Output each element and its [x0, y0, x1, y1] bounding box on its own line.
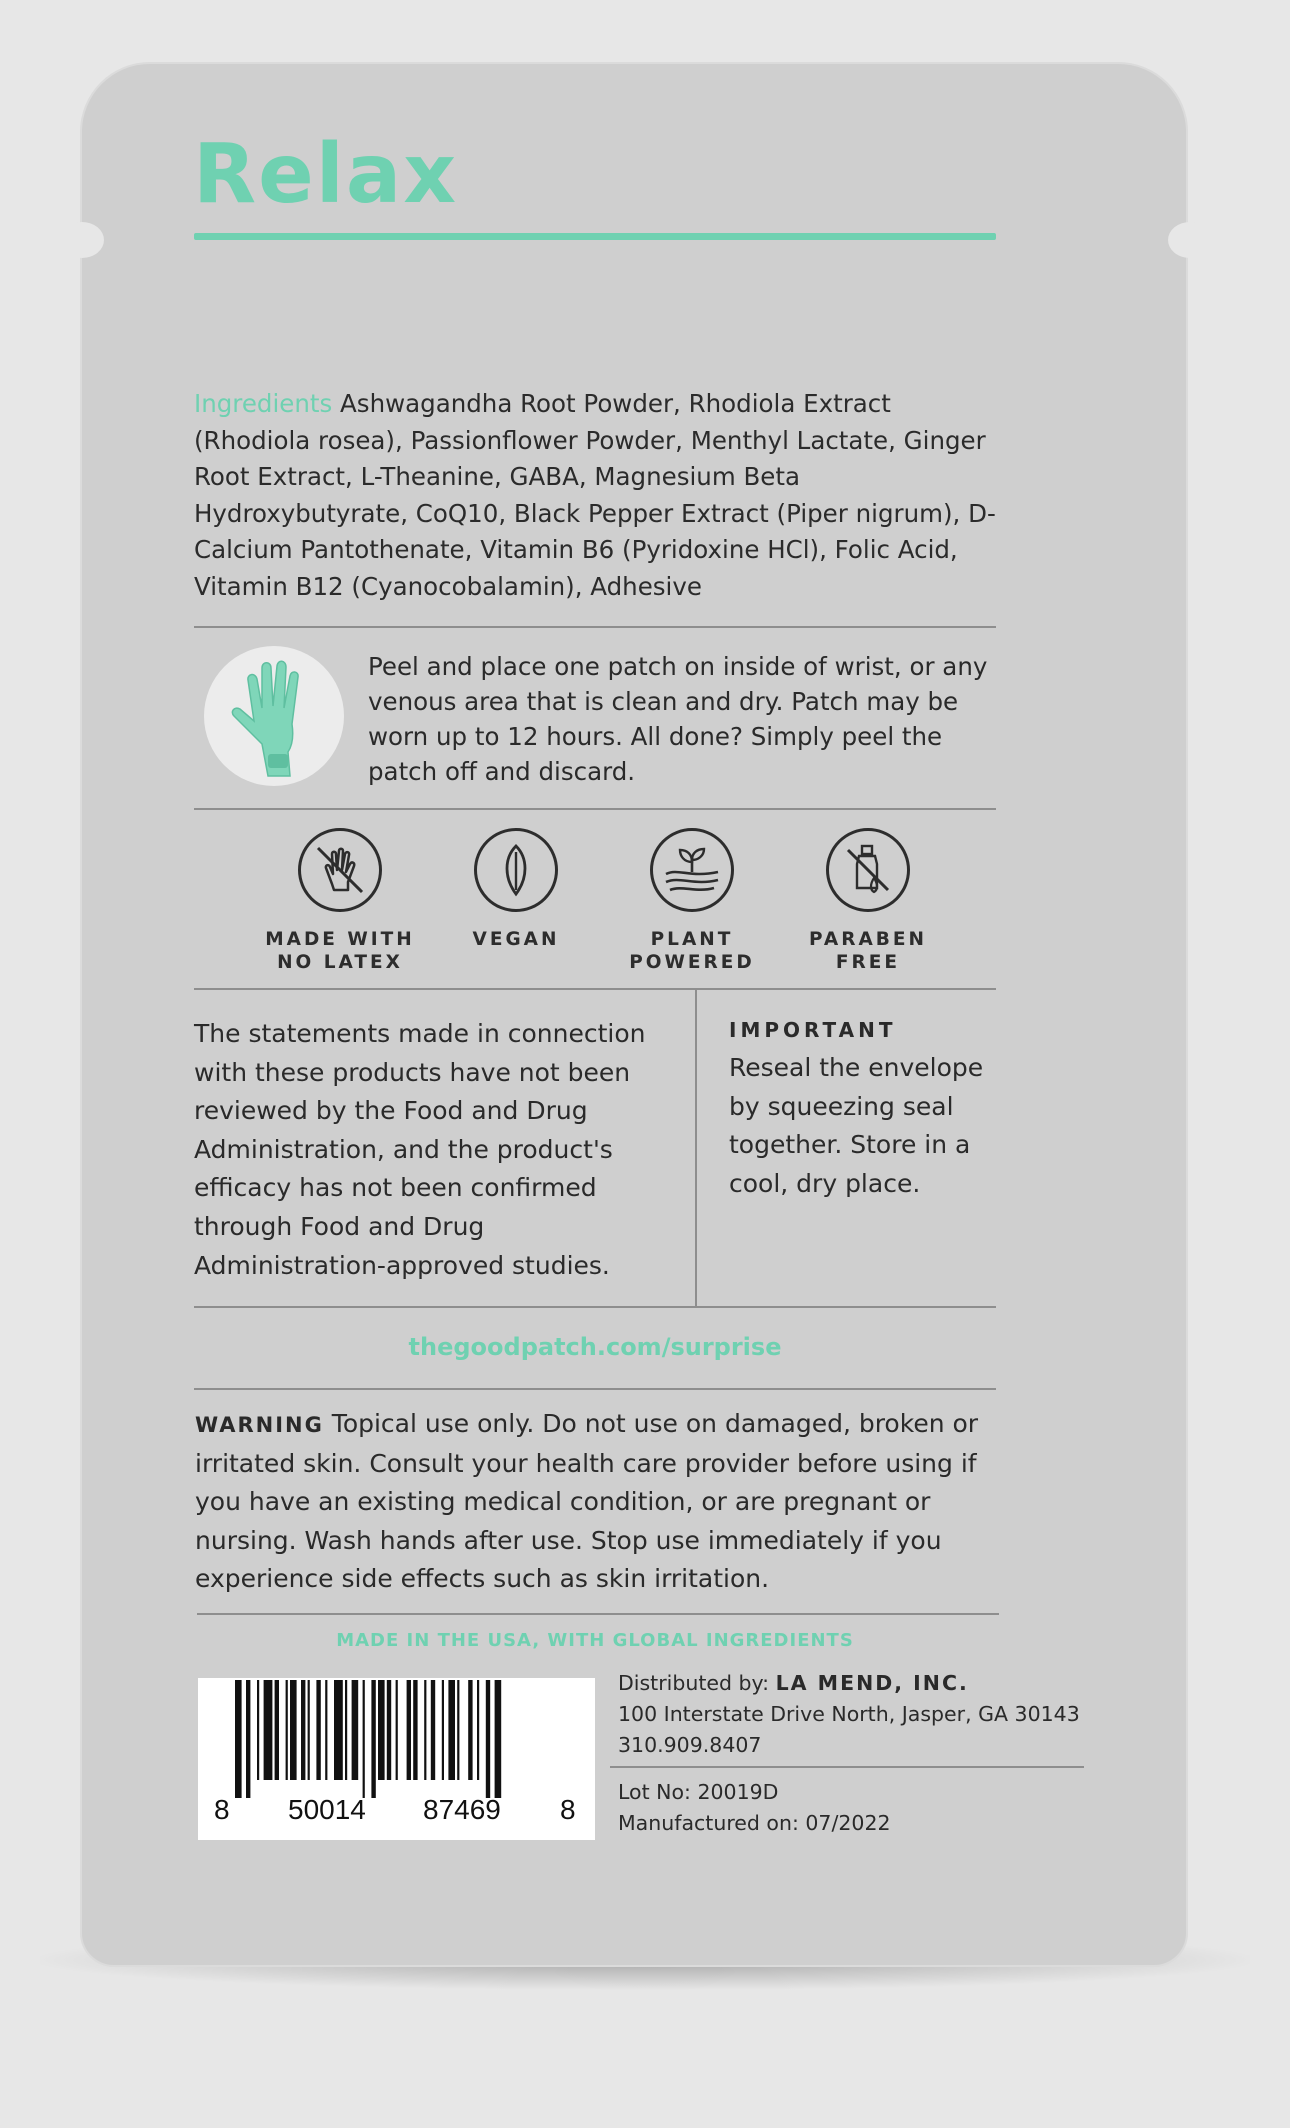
badge-plant-powered	[629, 828, 755, 974]
badge-label: PLANT POWERED	[629, 929, 755, 973]
distributor-label: Distributed by:	[618, 1671, 770, 1695]
distributor-phone: 310.909.8407	[618, 1733, 762, 1757]
barcode-bar	[371, 1680, 375, 1798]
hand-icon	[204, 646, 344, 786]
website-link[interactable]: thegoodpatch.com/surprise	[408, 1333, 782, 1361]
badge-paraben-free	[808, 828, 928, 974]
barcode-bar	[486, 1680, 490, 1798]
no-paraben-bottle-icon	[826, 828, 910, 912]
distributor-address: 100 Interstate Drive North, Jasper, GA 30143	[618, 1702, 1080, 1726]
ingredients-block	[194, 386, 1004, 605]
made-in-usa: MADE IN THE USA, WITH GLOBAL INGREDIENTS	[336, 1630, 854, 1651]
barcode-bar	[387, 1680, 391, 1780]
fda-disclaimer: The statements made in connection with these products have not been reviewed by the Food and Drug Administration, and the product's efficacy has not been confirmed through Food and Drug Administration-approved studies.	[194, 1019, 646, 1280]
barcode-bar	[413, 1680, 417, 1780]
barcode-bar	[442, 1680, 444, 1780]
barcode-bar	[235, 1680, 242, 1798]
barcode-bar	[424, 1680, 426, 1780]
divider	[197, 1613, 999, 1615]
tear-notch-left	[60, 222, 104, 258]
barcode-bar	[264, 1680, 273, 1780]
barcode-bar	[325, 1680, 327, 1780]
divider	[194, 1388, 996, 1390]
barcode-bar	[301, 1680, 305, 1780]
tear-notch-right	[1168, 222, 1212, 258]
leaf-icon	[474, 828, 558, 912]
barcode-bar	[257, 1680, 259, 1780]
barcode-digit: 8	[560, 1794, 576, 1825]
barcode-bar	[431, 1680, 435, 1780]
divider	[194, 808, 996, 810]
badge-label: PARABEN FREE	[809, 929, 927, 973]
manufacture-date: Manufactured on: 07/2022	[618, 1811, 891, 1835]
barcode-bar	[246, 1680, 250, 1798]
barcode-bar	[363, 1680, 365, 1798]
barcode-bar	[308, 1680, 310, 1780]
column-divider	[695, 990, 697, 1308]
ingredients-text: Ashwagandha Root Powder, Rhodiola Extract (Rhodiola rosea), Passionflower Powder, Menthyl Lactate, Ginger Root Extract, L-Theanine, GABA, Magnesium Beta Hydroxybutyrate, CoQ10, Black Pepper Extract (Piper nigrum), D-Calcium Pantothenate, Vitamin B6 (Pyridoxine HCl), Folic Acid, Vitamin B12 (Cyanocobalamin), Adhesive	[194, 389, 996, 601]
barcode-bar	[378, 1680, 385, 1780]
warning-heading: WARNING	[195, 1413, 324, 1437]
barcode-bar	[352, 1680, 359, 1780]
warning-text: Topical use only. Do not use on damaged, broken or irritated skin. Consult your health care provider before using if you have an existing medical condition, or are pregnant or nursing. Wash hands after use. Stop use immediately if you experience side effects such as skin irritation.	[195, 1409, 979, 1594]
divider	[610, 1766, 1084, 1768]
barcode-bar	[407, 1680, 411, 1780]
barcode-digit: 8	[214, 1794, 230, 1825]
distributor-info	[618, 1668, 1080, 1761]
badge-label: MADE WITH NO LATEX	[265, 929, 415, 973]
divider	[194, 988, 996, 990]
warning-block	[195, 1405, 1015, 1599]
barcode-bars	[235, 1680, 560, 1798]
product-title: Relax	[193, 127, 459, 222]
badge-vegan	[456, 828, 576, 951]
barcode-bar	[286, 1680, 288, 1780]
badge-no-latex	[265, 828, 415, 974]
divider	[194, 1306, 996, 1308]
barcode-bar	[477, 1680, 479, 1780]
no-latex-glove-icon	[298, 828, 382, 912]
lot-info	[618, 1777, 891, 1839]
barcode-bar	[316, 1680, 320, 1780]
distributor-name: LA MEND, INC.	[775, 1671, 969, 1695]
divider	[194, 626, 996, 628]
barcode	[198, 1678, 595, 1840]
sprout-icon	[650, 828, 734, 912]
barcode-bar	[468, 1680, 472, 1780]
barcode-bar	[457, 1680, 459, 1780]
badge-label: VEGAN	[472, 929, 560, 950]
barcode-bar	[275, 1680, 279, 1780]
barcode-bar	[495, 1680, 502, 1798]
barcode-digit: 50014	[288, 1794, 366, 1825]
barcode-bar	[448, 1680, 455, 1780]
ingredients-label: Ingredients	[194, 389, 333, 418]
barcode-bar	[345, 1680, 347, 1780]
lot-number: Lot No: 20019D	[618, 1780, 779, 1804]
important-text: Reseal the envelope by squeezing seal together. Store in a cool, dry place.	[729, 1053, 984, 1198]
important-heading: IMPORTANT	[729, 1018, 897, 1042]
barcode-bar	[290, 1680, 297, 1780]
barcode-digit: 87469	[423, 1794, 501, 1825]
barcode-bar	[334, 1680, 343, 1780]
title-underline	[194, 233, 996, 240]
hand-illustration	[204, 646, 344, 786]
application-instructions: Peel and place one patch on inside of wrist, or any venous area that is clean and dry. Patch may be worn up to 12 hours. All done? Simply peel the patch off and discard.	[368, 652, 988, 786]
barcode-bar	[396, 1680, 398, 1780]
